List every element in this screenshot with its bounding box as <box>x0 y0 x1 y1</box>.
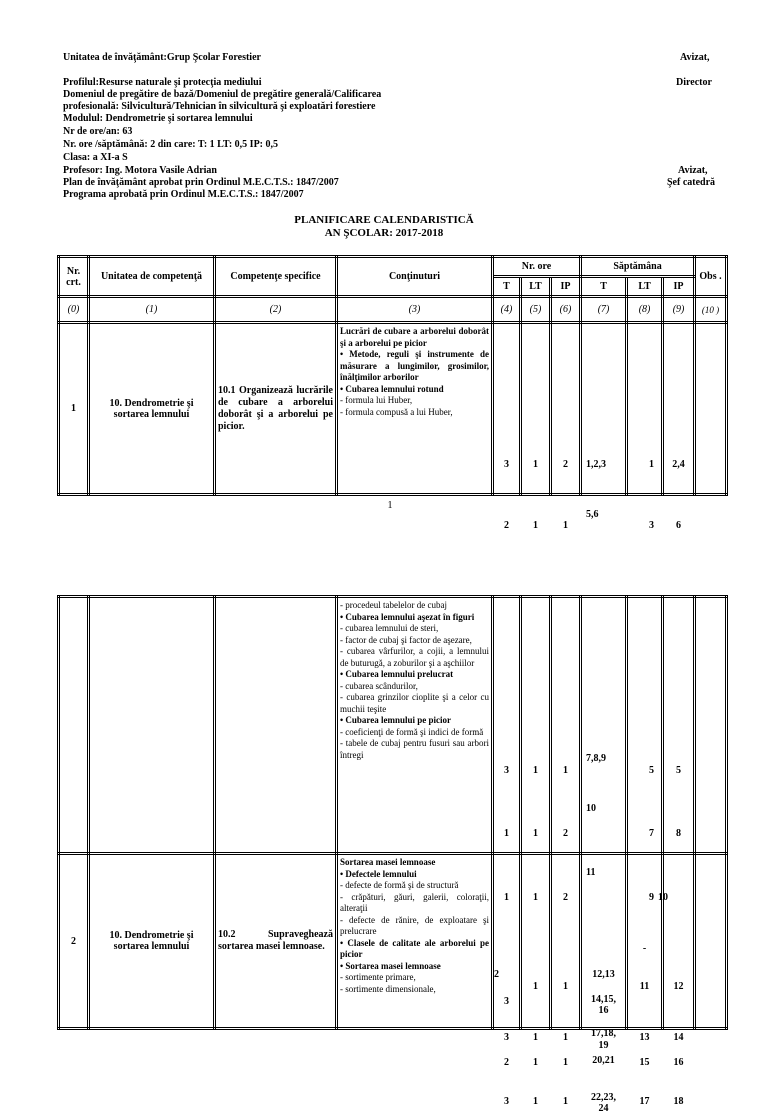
content-line: • Clasele de calitate ale arborelui pe picior <box>340 937 489 959</box>
hours-ip: 2 <box>563 458 569 470</box>
index-cell: (6) <box>551 297 581 323</box>
week-ip: 18 <box>673 1096 684 1107</box>
modul-text: Modulul: Dendrometrie şi sortarea lemnului <box>63 113 253 124</box>
content-line: Sortarea masei lemnoase <box>340 857 436 867</box>
hours-t: 3 <box>504 1096 509 1107</box>
week-ip: 6 <box>676 519 682 531</box>
hours-lt: 1 <box>533 519 538 531</box>
specific-competence: 10.1 Organizează lucrările de cubare a arborelui doborât şi a arborelui pe picior. <box>215 323 337 495</box>
week-ip: 5 <box>676 765 681 776</box>
content-line: - cubarea grinzilor cioplite şi a celor cu muchii teşite <box>340 692 489 714</box>
content-line: - defecte de rănire, de exploatare şi prelucrare <box>340 914 489 936</box>
hours-lt: 1 <box>533 1032 538 1043</box>
week-t: 24 <box>598 1103 609 1114</box>
contents-cell <box>337 323 493 495</box>
profil-text: Profilul:Resurse naturale şi protecţia mediului <box>63 77 262 88</box>
content-line: • Sortarea masei lemnoase <box>340 960 441 971</box>
header-ore-lt: LT <box>521 277 551 297</box>
content-line: - coeficienţi de formă şi indici de formă <box>340 726 484 737</box>
week-ip: 10 <box>658 892 668 903</box>
content-line: - factor de cubaj şi factor de aşezare, <box>340 634 472 645</box>
index-cell: (10 ) <box>695 297 727 323</box>
hours-ip: 1 <box>563 1096 568 1107</box>
content-line: • Defectele lemnului <box>340 868 417 879</box>
hours-ip: 1 <box>563 765 568 776</box>
header-saptamana: Săptămâna <box>581 257 695 277</box>
week-lt: 5 <box>649 765 654 776</box>
header-nr-ore: Nr. ore <box>493 257 581 277</box>
header-sapt-ip: IP <box>663 277 695 297</box>
contents-cell <box>337 854 493 1029</box>
obs-cell <box>695 323 727 495</box>
week-ip: 14 <box>673 1032 684 1043</box>
content-line: Lucrări de cubare a arborelui doborât şi a arborelui pe picior <box>340 326 489 348</box>
unitate-text: Unitatea de învăţământ:Grup Şcolar Forestier <box>63 52 261 63</box>
index-cell: (3) <box>337 297 493 323</box>
week-lt: 7 <box>649 828 654 839</box>
ore-saptamana-text: Nr. ore /săptămână: 2 din care: T: 1 LT: 0,5 IP: 0,5 <box>63 139 279 150</box>
specific-competence: 10.2 Supraveghează sortarea masei lemnoase. <box>215 854 337 1029</box>
hours-t: 2 <box>494 969 499 980</box>
header-ore-t: T <box>493 277 521 297</box>
hours-lt: 1 <box>533 765 538 776</box>
hours-lt: 1 <box>533 892 538 903</box>
header-continuturi: Conţinuturi <box>337 257 493 297</box>
hours-ip: 1 <box>563 519 569 531</box>
content-line: - formula compusă a lui Huber, <box>340 406 453 417</box>
week-t: 12,13 <box>592 969 615 980</box>
hours-t: 3 <box>504 458 509 470</box>
header-unitatea: Unitatea de competenţă <box>89 257 215 297</box>
domeniu-line1: Domeniul de pregătire de bază/Domeniul de pregătire generală/Calificarea <box>63 89 382 100</box>
week-t: 19 <box>598 1040 609 1051</box>
header-ore-ip: IP <box>551 277 581 297</box>
week-lt: 15 <box>639 1057 650 1068</box>
index-cell: (7) <box>581 297 627 323</box>
content-line: - cubarea lemnului de steri, <box>340 623 439 633</box>
week-lt: 9 <box>649 892 654 903</box>
content-line: - procedeul tabelelor de cubaj <box>340 600 447 610</box>
content-line: • Cubarea lemnului aşezat în figuri <box>340 611 475 622</box>
obs-cell <box>695 854 727 1029</box>
clasa-text: Clasa: a XI-a S <box>63 152 128 163</box>
week-t: 1,2,3 <box>586 458 607 470</box>
hours-t: 3 <box>504 996 509 1007</box>
content-line: - cubarea vârfurilor, a cojii, a lemnului de buturugă, a zoburilor şi a aşchiilor <box>340 646 489 668</box>
index-cell: (8) <box>627 297 663 323</box>
content-line: - sortimente dimensionale, <box>340 983 436 994</box>
week-lt: 3 <box>649 519 655 531</box>
programa-text: Programa aprobată prin Ordinul M.E.C.T.S.: 1847/2007 <box>63 189 304 200</box>
header-sapt-t: T <box>581 277 627 297</box>
hours-lt: 1 <box>533 981 538 992</box>
index-cell: (9) <box>663 297 695 323</box>
obs-cell <box>695 597 727 854</box>
hours-t: 2 <box>504 1057 509 1068</box>
week-t: 22,23, <box>591 1092 616 1103</box>
content-line: - defecte de formă şi de structură <box>340 880 459 890</box>
week-t: 20,21 <box>592 1055 615 1066</box>
week-t: 10 <box>586 803 596 814</box>
document-title: PLANIFICARE CALENDARISTICĂ <box>294 214 474 226</box>
content-line: - sortimente primare, <box>340 972 416 982</box>
content-line: - formula lui Huber, <box>340 395 413 405</box>
hours-ip: 1 <box>563 1057 568 1068</box>
hours-lt: 1 <box>533 458 538 470</box>
hours-ip: 1 <box>563 1032 568 1043</box>
content-line: • Cubarea lemnului pe picior <box>340 715 451 725</box>
director-label: Director <box>676 77 712 88</box>
school-year: AN ŞCOLAR: 2017-2018 <box>324 227 444 239</box>
week-lt: 13 <box>639 1032 650 1043</box>
index-cell: (5) <box>521 297 551 323</box>
week-lt-dash: - <box>642 943 647 954</box>
unit-of-competence: 10. Dendrometrie şi sortarea lemnului <box>89 854 215 1029</box>
index-cell: (4) <box>493 297 521 323</box>
planning-table-page1 <box>57 255 728 531</box>
hours-t: 1 <box>504 828 509 839</box>
index-cell: (2) <box>215 297 337 323</box>
week-ip: 8 <box>676 828 681 839</box>
content-line: • Cubarea lemnului prelucrat <box>340 669 454 679</box>
week-t: 17,18, <box>591 1028 616 1039</box>
unit-of-competence: 10. Dendrometrie şi sortarea lemnului <box>89 323 215 495</box>
page-number: 1 <box>387 500 393 511</box>
hours-ip: 2 <box>563 892 568 903</box>
week-ip: 12 <box>673 981 684 992</box>
week-t: 16 <box>598 1005 609 1016</box>
planning-table-page2 <box>57 595 728 1114</box>
profesor-text: Profesor: Ing. Motora Vasile Adrian <box>63 165 217 176</box>
index-cell: (1) <box>89 297 215 323</box>
week-ip: 16 <box>673 1057 684 1068</box>
hours-t: 3 <box>504 765 509 776</box>
hours-lt: 1 <box>533 1057 538 1068</box>
avizat-label: Avizat, <box>680 52 710 63</box>
content-line: • Cubarea lemnului rotund <box>340 383 444 394</box>
week-t: 14,15, <box>591 994 616 1005</box>
hours-t: 2 <box>504 519 509 531</box>
week-lt: 1 <box>649 458 655 470</box>
header-sapt-lt: LT <box>627 277 663 297</box>
ore-an-text: Nr de ore/an: 63 <box>63 126 133 137</box>
row-number: 1 <box>59 323 89 495</box>
hours-ip: 1 <box>563 981 568 992</box>
week-t: 5,6 <box>586 508 599 520</box>
hours-t: 1 <box>504 892 509 903</box>
week-ip: 2,4 <box>672 458 685 470</box>
week-t: 7,8,9 <box>586 753 606 764</box>
domeniu-line2: profesională: Silvicultură/Tehnician în silvicultură şi exploatări forestiere <box>63 101 376 112</box>
content-line: - crăpături, găuri, galerii, coloraţii, alteraţii <box>340 891 489 913</box>
header-nr-crt: Nr. crt. <box>59 257 89 297</box>
header-competente: Competenţe specifice <box>215 257 337 297</box>
hours-t: 3 <box>504 1032 509 1043</box>
hours-lt: 1 <box>533 1096 538 1107</box>
plan-text: Plan de învăţământ aprobat prin Ordinul M.E.C.T.S.: 1847/2007 <box>63 177 339 188</box>
content-line: • Metode, reguli şi instrumente de măsurare a lungimilor, grosimilor, înălţimilor arborilor <box>340 349 489 382</box>
avizat-sef-label: Avizat, <box>678 165 708 176</box>
content-line: - cubarea scândurilor, <box>340 680 418 691</box>
contents-cell <box>337 597 493 854</box>
week-t: 11 <box>586 867 596 878</box>
hours-ip: 2 <box>563 828 568 839</box>
index-cell: (0) <box>59 297 89 323</box>
header-obs: Obs . <box>695 257 727 297</box>
content-line: - tabele de cubaj pentru fusuri sau arbori întregi <box>340 738 489 760</box>
hours-lt: 1 <box>533 828 538 839</box>
week-lt: 17 <box>639 1096 650 1107</box>
sef-catedra-label: Şef catedră <box>667 177 716 188</box>
week-lt: 11 <box>639 981 650 992</box>
row-number: 2 <box>59 854 89 1029</box>
